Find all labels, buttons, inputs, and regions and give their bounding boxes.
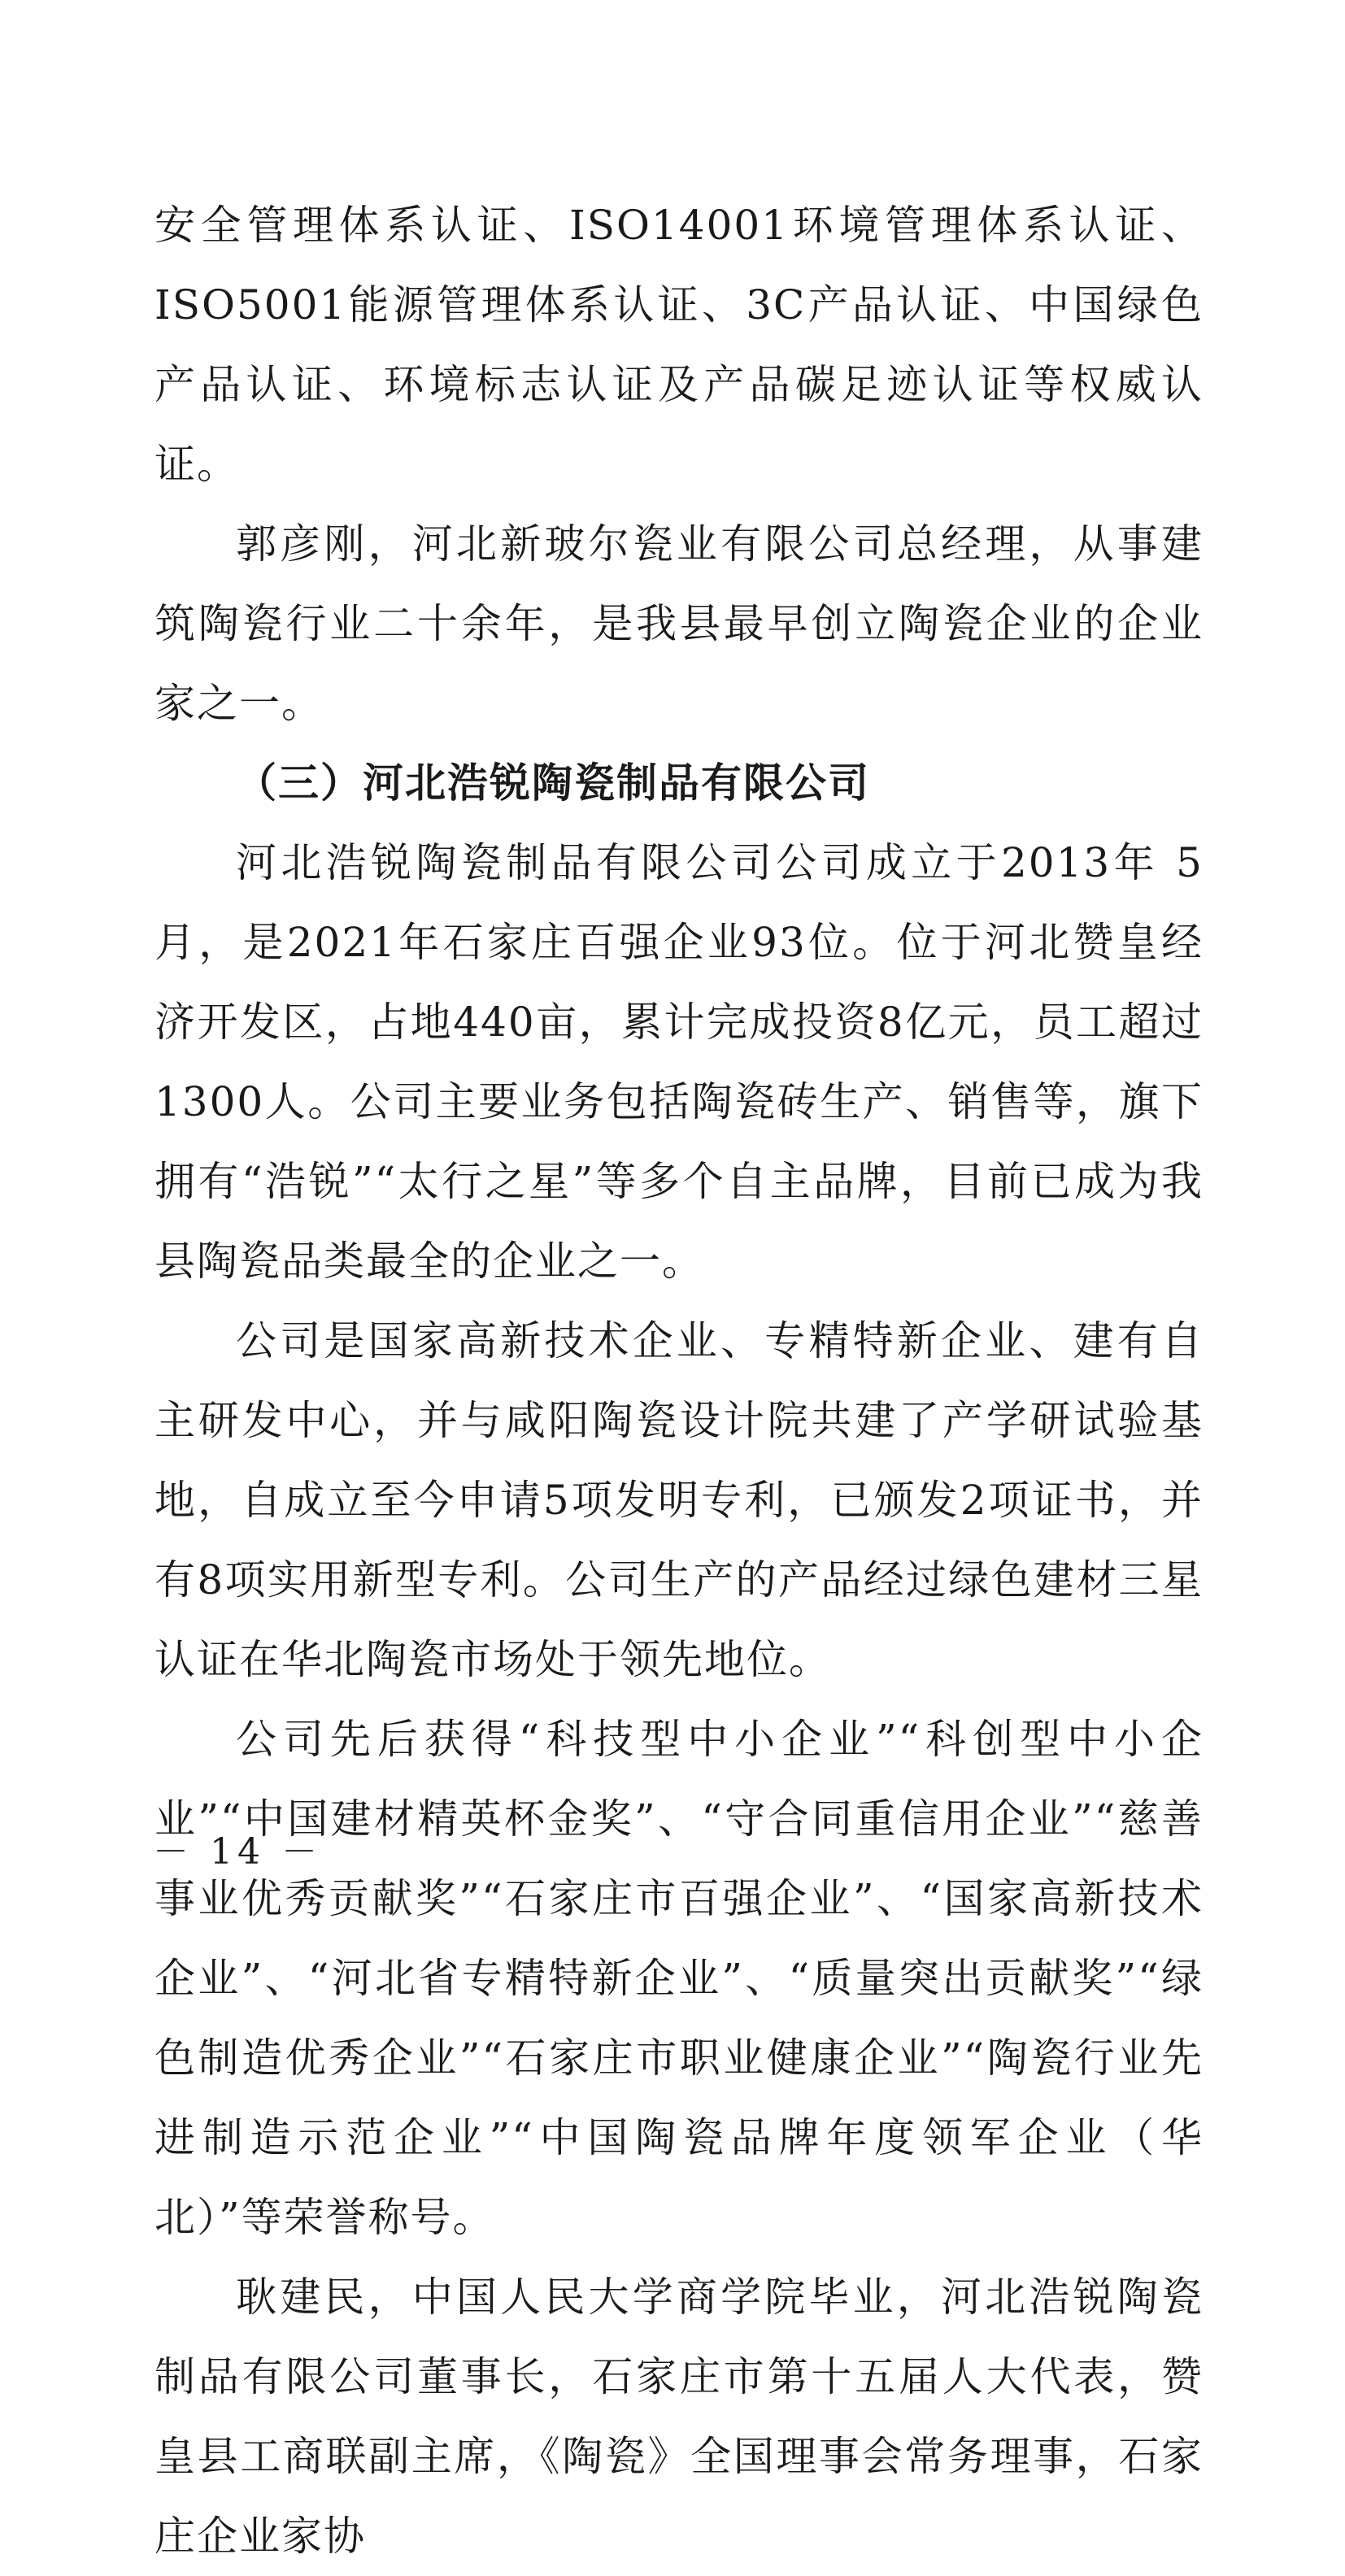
paragraph-rnd: 公司是国家高新技术企业、专精特新企业、建有自主研发中心，并与咸阳陶瓷设计院共建了产学研试验基地，自成立至今申请5项发明专利，已颁发2项证书，并有8项实用新型专利。公司生产的产品经过绿色建材三星认证在华北陶瓷市场处于领先地位。 [155,1317,1204,1683]
section-heading: （三）河北浩锐陶瓷制品有限公司 [236,759,870,807]
paragraph-geng-jianmin: 耿建民，中国人民大学商学院毕业，河北浩锐陶瓷制品有限公司董事长，石家庄市第十五届人大代表，赞皇县工商联副主席，《陶瓷》全国理事会常务理事，石家庄企业家协 [155,2274,1204,2560]
paragraph-honors: 公司先后获得“科技型中小企业”“科创型中小企业”“中国建材精英杯金奖”、“守合同重信用企业”“慈善事业优秀贡献奖”“石家庄市百强企业”、“国家高新技术企业”、“河北省专精特新企业”、“质量突出贡献奖”“绿色制造优秀企业”“石家庄市职业健康企业”“陶瓷行业先进制造示范企业”“中国陶瓷品牌年度领军企业（华北）”等荣誉称号。 [155,1716,1204,2241]
paragraph-certifications: 安全管理体系认证、ISO14001环境管理体系认证、ISO5001能源管理体系认证、3C产品认证、中国绿色产品认证、环境标志认证及产品碳足迹认证等权威认证。 [155,202,1204,488]
document-body [155,185,1204,2576]
page-number: － 14 － [153,1831,322,1873]
paragraph-company-overview: 河北浩锐陶瓷制品有限公司公司成立于2013年 5月，是2021年石家庄百强企业93位。位于河北赞皇经济开发区，占地440亩，累计完成投资8亿元，员工超过1300人。公司主要业务包括陶瓷砖生产、销售等，旗下拥有“浩锐”“太行之星”等多个自主品牌，目前已成为我县陶瓷品类最全的企业之一。 [155,839,1204,1285]
paragraph-guo-yangang: 郭彦刚，河北新玻尔瓷业有限公司总经理，从事建筑陶瓷行业二十余年，是我县最早创立陶瓷企业的企业家之一。 [155,520,1204,727]
